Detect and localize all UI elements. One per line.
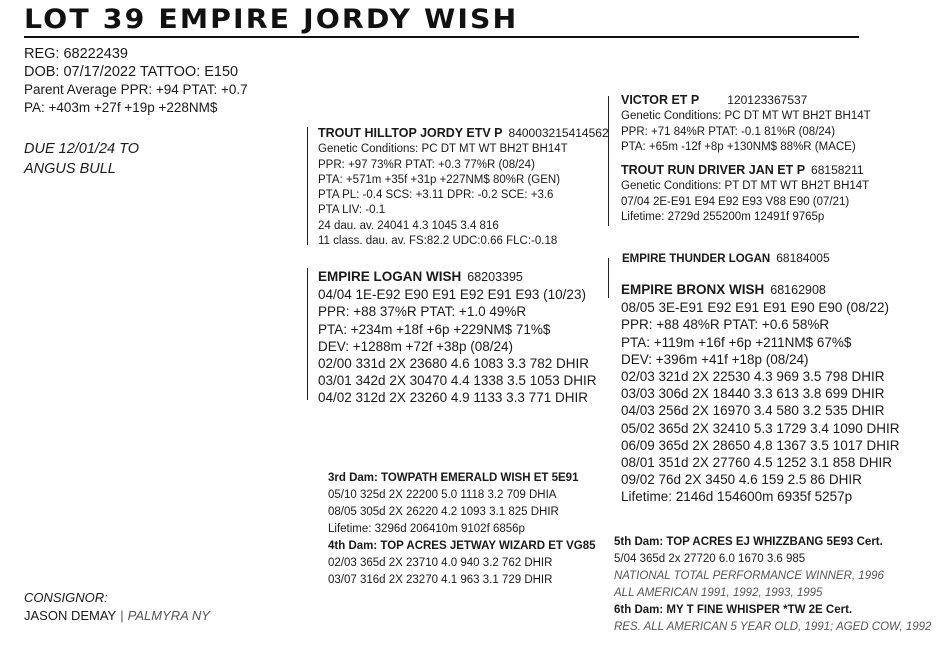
- sire-line: PTA PL: -0.4 SCS: +3.11 DPR: -0.2 SCE: +3.6: [318, 189, 554, 202]
- sire-dam-name: TROUT RUN DRIVER JAN ET P: [621, 163, 806, 177]
- consignor-label: CONSIGNOR:: [24, 590, 108, 605]
- sire-line: PPR: +97 73%R PTAT: +0.3 77%R (08/24): [318, 158, 535, 171]
- dam-parents-bracket: [608, 258, 611, 298]
- sire-parents-bracket: [608, 96, 611, 226]
- dam-dam-reg: 68162908: [770, 283, 826, 297]
- fifth-dam-honor: NATIONAL TOTAL PERFORMANCE WINNER, 1996: [614, 570, 884, 582]
- animal-info: [24, 45, 248, 117]
- consignor-location: PALMYRA NY: [127, 608, 210, 623]
- lot-title: [24, 4, 518, 35]
- sire-line: PTA LIV: -0.1: [318, 204, 386, 217]
- sixth-dam-title: 6th Dam: MY T FINE WHISPER *TW 2E Cert.: [614, 604, 853, 616]
- third-dam-line: 05/10 325d 2X 22200 5.0 1118 3.2 709 DHIA: [328, 489, 557, 501]
- consignor-separator: |: [120, 608, 124, 623]
- dam-line: 04/04 1E-E92 E90 E91 E92 E91 E93 (10/23): [318, 287, 586, 303]
- dam-dam-line: Lifetime: 2146d 154600m 6935f 5257p: [621, 489, 853, 505]
- third-dam-line: Lifetime: 3296d 206410m 9102f 6856p: [328, 523, 525, 535]
- dam-line: 02/00 331d 2X 23680 4.6 1083 3.3 782 DHIR: [318, 356, 589, 372]
- dob-tattoo: DOB: 07/17/2022 TATTOO: E150: [24, 64, 239, 80]
- sire-dam-line: Lifetime: 2729d 255200m 12491f 9765p: [621, 210, 825, 223]
- third-dam-line: 08/05 305d 2X 26220 4.2 1093 3.1 825 DHIR: [328, 506, 559, 518]
- consignor-name: JASON DEMAY: [24, 608, 117, 623]
- dam-dam-line: 08/01 351d 2X 27760 4.5 1252 3.1 858 DHIR: [621, 455, 892, 471]
- fourth-dam-line: 02/03 365d 2X 23710 4.0 940 3.2 762 DHIR: [328, 557, 553, 569]
- sire-line: 11 class. dau. av. FS:82.2 UDC:0.66 FLC:-0.18: [318, 235, 558, 248]
- fifth-dam-block: [614, 534, 931, 636]
- sire-reg: 840003215414562: [508, 126, 609, 140]
- dam-sire-name: EMPIRE THUNDER LOGAN: [622, 253, 771, 265]
- fifth-dam-line: 5/04 365d 2x 27720 6.0 1670 3.6 985: [614, 553, 806, 565]
- dam-sire-block: [622, 251, 830, 267]
- animal-name: EMPIRE JORDY WISH: [158, 4, 519, 35]
- third-dam-block: [328, 470, 596, 589]
- sire-sire-line: PPR: +71 84%R PTAT: -0.1 81%R (08/24): [621, 125, 836, 138]
- sire-block: [318, 126, 609, 249]
- dam-dam-line: DEV: +396m +41f +18p (08/24): [621, 351, 809, 367]
- sire-sire-name: VICTOR ET P: [621, 93, 700, 107]
- fourth-dam-title: 4th Dam: TOP ACRES JETWAY WIZARD ET VG85: [328, 540, 596, 552]
- dam-line: DEV: +1288m +72f +38p (08/24): [318, 338, 514, 354]
- dam-dam-line: 09/02 76d 2X 3450 4.6 159 2.5 86 DHIR: [621, 472, 862, 488]
- dam-bracket: [307, 268, 310, 400]
- third-dam-title: 3rd Dam: TOWPATH EMERALD WISH ET 5E91: [328, 472, 579, 484]
- dam-line: PPR: +88 37%R PTAT: +1.0 49%R: [318, 304, 527, 320]
- consignor: [24, 608, 210, 623]
- parent-average-ppr: Parent Average PPR: +94 PTAT: +0.7: [24, 82, 248, 97]
- title-underline: [24, 36, 859, 38]
- sire-name: TROUT HILLTOP JORDY ETV P: [318, 126, 503, 140]
- dam-dam-block: [621, 281, 899, 506]
- sire-bracket: [307, 127, 310, 245]
- dam-dam-line: PTA: +119m +16f +6p +211NM$ 67%$: [621, 334, 852, 350]
- sire-dam-line: 07/04 2E-E91 E94 E92 E93 V88 E90 (07/21): [621, 195, 850, 208]
- dam-block: [318, 268, 596, 407]
- due-line-1: DUE 12/01/24 TO: [24, 141, 139, 157]
- dam-line: 03/01 342d 2X 30470 4.4 1338 3.5 1053 DHIR: [318, 373, 597, 389]
- dam-line: PTA: +234m +18f +6p +229NM$ 71%$: [318, 321, 551, 337]
- sire-sire-block: [621, 93, 871, 155]
- sire-sire-line: Genetic Conditions: PC DT MT WT BH2T BH14T: [621, 110, 871, 123]
- dam-line: 04/02 312d 2X 23260 4.9 1133 3.3 771 DHIR: [318, 390, 588, 406]
- sire-line: Genetic Conditions: PC DT MT WT BH2T BH14T: [318, 143, 568, 156]
- sire-sire-line: PTA: +65m -12f +8p +130NM$ 88%R (MACE): [621, 140, 856, 153]
- dam-dam-line: 04/03 256d 2X 16970 3.4 580 3.2 535 DHIR: [621, 403, 885, 419]
- parent-average: PA: +403m +27f +19p +228NM$: [24, 100, 218, 115]
- fifth-dam-honor: ALL AMERICAN 1991, 1992, 1993, 1995: [614, 587, 823, 599]
- dam-dam-line: 06/09 365d 2X 28650 4.8 1367 3.5 1017 DHIR: [621, 437, 900, 453]
- fourth-dam-line: 03/07 316d 2X 23270 4.1 963 3.1 729 DHIR: [328, 574, 553, 586]
- dam-dam-line: 03/03 306d 2X 18440 3.3 613 3.8 699 DHIR: [621, 386, 885, 402]
- sire-dam-line: Genetic Conditions: PT DT MT WT BH2T BH14T: [621, 180, 870, 193]
- sire-sire-reg: 120123367537: [727, 93, 808, 107]
- dam-dam-line: 08/05 3E-E91 E92 E91 E91 E90 E90 (08/22): [621, 300, 889, 316]
- due-date: [24, 139, 139, 179]
- due-line-2: ANGUS BULL: [24, 161, 116, 177]
- sire-dam-block: [621, 163, 869, 225]
- sire-line: 24 dau. av. 24041 4.3 1045 3.4 816: [318, 219, 499, 232]
- fifth-dam-title: 5th Dam: TOP ACRES EJ WHIZZBANG 5E93 Cert.: [614, 536, 883, 548]
- sire-line: PTA: +571m +35f +31p +227NM$ 80%R (GEN): [318, 173, 561, 186]
- dam-sire-reg: 68184005: [776, 251, 830, 265]
- lot-number: LOT 39: [24, 4, 147, 35]
- reg-number: REG: 68222439: [24, 46, 128, 62]
- dam-reg: 68203395: [467, 270, 523, 284]
- dam-dam-line: 02/03 321d 2X 22530 4.3 969 3.5 798 DHIR: [621, 369, 885, 385]
- sire-dam-reg: 68158211: [811, 163, 864, 177]
- dam-dam-line: 05/02 365d 2X 32410 5.3 1729 3.4 1090 DHIR: [621, 420, 900, 436]
- sixth-dam-honor: RES. ALL AMERICAN 5 YEAR OLD, 1991; AGED COW, 1992: [614, 621, 932, 633]
- dam-dam-line: PPR: +88 48%R PTAT: +0.6 58%R: [621, 317, 830, 333]
- dam-name: EMPIRE LOGAN WISH: [318, 269, 462, 284]
- dam-dam-name: EMPIRE BRONX WISH: [621, 282, 765, 297]
